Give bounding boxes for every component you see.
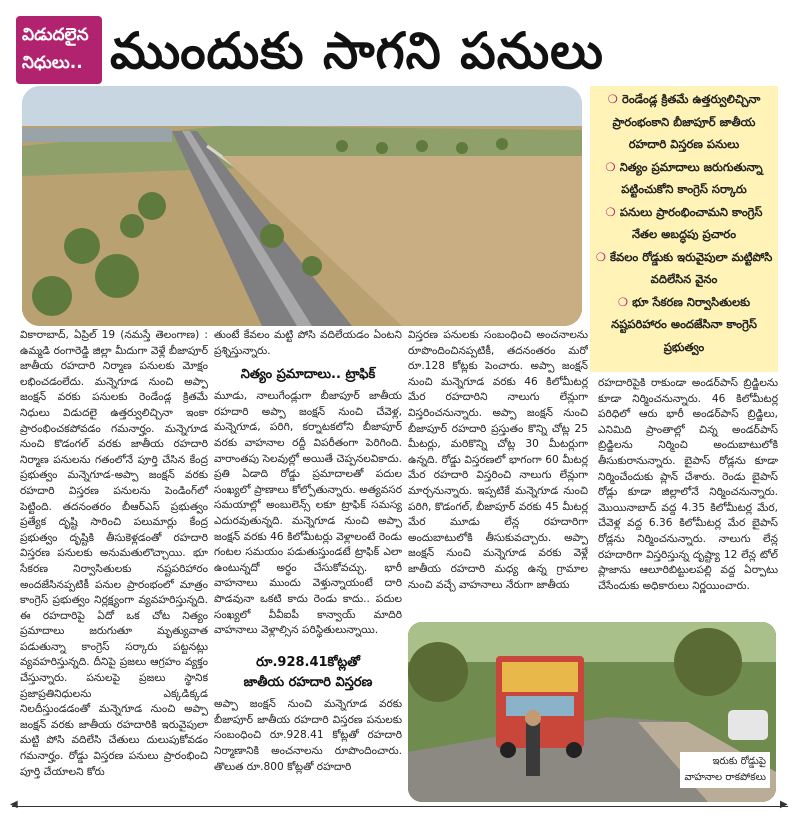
subheading-budget-line-2: జాతీయ రహదారి విస్తరణ [243,675,373,691]
subheading-traffic: నిత్యం ప్రమాదాలు.. ట్రాఫిక్ [240,367,376,383]
bottom-divider [12,806,788,807]
photo-caption: ఇరుకు రోడ్డుపై వాహనాల రాకపోకలు [680,752,770,788]
highlight-item: ❍ పనులు ప్రారంభించామని కాంగ్రెస్ నేతల అబద్ధపు ప్రచారం [605,204,763,241]
kicker-line-1: విడుదలైన [22,25,89,45]
highlight-item: ❍ భూ సేకరణ నిర్వాసితులకు నష్టపరిహారం అందజేసినా కాంగ్రెస్ ప్రభుత్వం [611,294,757,354]
article-column-3: విస్తరణ పనులకు సంబంధించి అంచనాలను రూపొందించినప్పటికీ, తదనంతరం మరో రూ.128 కోట్లకు పెంచారు. అప్పా జంక్షన్ నుంచి మన్నెగూడ వరకు 46 కిలోమీటర్ల మేర రహదారిని నాలుగు లేన్లుగా విస్తరించనున్నారు. అప్పా జంక్షన్ నుంచి బీజాపూర్ రహదారి ప్రస్తుతం కొన్ని చోట్ల 25 మీటర్లు, మరికొన్ని చోట్ల 30 మీటర్లుగా ఉన్నది. రోడ్డు విస్తరణలో భాగంగా 60 మీటర్ల మేర రహదారి విస్తరించి నాలుగు లేన్లుగా మార్చనున్నారు. ఇప్పటికే మన్నెగూడ నుంచి పరిగి, కొడంగల్, బీజాపూర్ వరకు 45 మీటర్ల మేర మూడు లేన్ల రహదారిగా అందుబాటులోకి తీసుకువచ్చారు. అప్పా జంక్షన్ నుంచి మన్నెగూడ వరకు వెళ్లే జాతీయ రహదారి మధ్య ఉన్న గ్రామాల నుంచి వచ్చే వాహనాలు నేరుగా జాతీయ [408,329,588,591]
highway-aerial-photo [22,86,582,326]
highway-aerial-illustration [22,86,582,326]
article-column-1: వికారాబాద్, ఏప్రిల్ 19 (నమస్తే తెలంగాణ) : ఉమ్మడి రంగారెడ్డి జిల్లా మీదుగా వెళ్లే బీజాపూర్ జాతీయ రహదారి నిర్మాణ పనులకు మోక్షం లభించడంలేదు. మన్నెగూడ నుంచి అప్పా జంక్షన్ వరకు పనులకు రెండేండ్ల క్రితమే నిధులు విడుదలై ఉత్తర్వులిచ్చినా ఇంకా ప్రారంభించకపోవడం గమనార్హం. మన్నెగూడ నుంచి కొడంగల్ వరకు జాతీయ రహదారి నిర్మాణ పనులను గతంలోనే పూర్తి చేసిన కేంద్ర ప్రభుత్వం మన్నెగూడ-అప్పా జంక్షన్ వరకు రహదారి విస్తరణ పనులను పెండింగ్‌లో పెట్టింది. తదనంతరం బీఆర్‌ఎస్ ప్రభుత్వం ప్రత్యేక దృష్టి సారించి పలుమార్లు కేంద్ర ప్రభుత్వం దృష్టికి తీసుకెళ్లడంతో రహదారి విస్తరణ పనులకు అనుమతులొచ్చాయి. భూ సేకరణ నిర్వాసితులకు నష్టపరిహారం అందజేసినప్పటికీ పనుల ప్రారంభంలో మాత్రం కాంగ్రెస్ ప్రభుత్వం నిర్లక్ష్యంగా వ్యవహరిస్తున్నది. ఈ రహదారిపై ఏదో ఒక చోట నిత్యం ప్రమాదాలు జరుగుతూ మృత్యువాత పడుతున్నా కాంగ్రెస్ సర్కారు పట్టనట్లు వ్యవహరిస్తున్నది. దీనిపై ప్రజలు ఆగ్రహం వ్యక్తం చేస్తున్నారు. పనులపై ప్రజలు స్థానిక ప్రజాప్రతినిధులను ఎక్కడిక్కడ నిలదీస్తుండడంతో మన్నెగూడ నుంచి అప్పా జంక్షన్ వరకు జాతీయ రహదారికి ఇరువైపులా మట్టి పోసి వదిలేసి చేతులు దులుపుకోవడం గమనార్హం. రోడ్డు విస్తరణ పనులు ప్రారంభించి పూర్తి చేయాలని కోరు [20,329,208,778]
kicker-badge [16,16,102,84]
left-arrow-icon: ◀ [10,799,18,810]
article-column-4: రహదారిపైకి రాకుండా అండర్‌పాస్ బ్రిడ్జిలను కూడా నిర్మించనున్నారు. 46 కిలోమీటర్ల పరిధిలో ఆరు భారీ అండర్‌పాస్ బ్రిడ్జిలు, ఎనిమిది ప్రాంతాల్లో చిన్న అండర్‌పాస్ బ్రిడ్జిలను నిర్మించి అందుబాటులోకి తీసుకురానున్నారు. బైపాస్ రోడ్లను కూడా నిర్మించేందుకు ప్లాన్ చేశారు. రెండు బైపాస్ రోడ్లు కూడా జిల్లాలోనే నిర్మించనున్నారు. మొయినాబాద్ వద్ద 4.35 కిలోమీటర్ల మేర, చేవెళ్ల వద్ద 6.36 కిలోమీటర్ల మేర బైపాస్ రోడ్లను నిర్మించనున్నారు. నాలుగు లేన్ల రహదారిగా విస్తరిస్తున్న దృష్ట్యా 12 లేన్ల టోల్ ప్లాజాను ఆలూరిబిట్టులపల్లి వద్ద ఏర్పాటు చేసేందుకు అధికారులు నిర్ణయించారు. [598,377,778,592]
highlights-box [590,86,778,372]
column-2-text-b: మూడు, నాలుగేండ్లుగా బీజాపూర్ జాతీయ రహదారి అప్పా జంక్షన్ నుంచి చేవెళ్ల, మన్నెగూడ, పరిగి, కర్నాటకలోని బీజాపూర్ వరకు వాహనాల రద్దీ విపరీతంగా పెరిగింది. వారాంతపు సెలవుల్లో అయితే చెప్పనలవికాదు. ప్రతి ఏడాది రోడ్డు ప్రమాదాలతో పదుల సంఖ్యలో ప్రాణాలు కోల్పోతున్నారు. అత్యవసర సమయాల్లో అంబులెన్స్ లకూ ట్రాఫిక్ సమస్య ఎదురవుతున్నది. మన్నెగూడ నుంచి అప్పా జంక్షన్ వరకు 46 కిలోమీటర్లు వెళ్లాలంటే రెండు గంటల సమయం పడుతుస్తుండటే ట్రాఫిక్ ఎలా ఉంటున్నదో అర్థం చేసుకోవచ్చు. భారీ వాహనాలు ముందు వెళ్తున్నాయంటే దారి పొడవునా ఒకటి కాదు రెండు కాదు.. పదుల సంఖ్యలో వీవీఐపీ కాన్వాయ్ మాదిరి వాహనాలు వెళ్లాల్సిన పరిస్థితులున్నాయి. [214,390,402,637]
headline: ముందుకు సాగని పనులు [110,22,604,80]
highlight-item: ❍ నిత్యం ప్రమాదాలు జరుగుతున్నా పట్టించుకోని కాంగ్రెస్ సర్కారు [605,159,763,196]
kicker-line-2: నిధులు.. [22,53,83,73]
highlight-item: ❍ కేవలం రోడ్డుకు ఇరువైపులా మట్టిపోసి వదిలేసిన వైనం [595,249,773,286]
right-arrow-icon: ▶ [780,799,788,810]
article-column-2 [214,328,402,804]
column-2-text-a: తుంటే కేవలం మట్టి పోసి వదిలేయడం ఏంటని ప్రశ్నిస్తున్నారు. [214,329,402,357]
subheading-budget-line-1: రూ.928.41కోట్లతో [256,655,360,671]
column-2-text-c: అప్పా జంక్షన్ నుంచి మన్నెగూడ వరకు బీజాపూర్ జాతీయ రహదారి విస్తరణ పనులకు సంబంధించి రూ.928.41 కోట్లతో రహదారి నిర్మాణానికి అంచనాలను రూపొందించారు. తొలుత రూ.800 కోట్లతో రహదారి [214,698,402,773]
highlight-item: ❍ రెండేండ్ల క్రితమే ఉత్తర్వులిచ్చినా ప్రారంభంకాని బీజాపూర్ జాతీయ రహదారి విస్తరణ పనులు [607,92,761,151]
